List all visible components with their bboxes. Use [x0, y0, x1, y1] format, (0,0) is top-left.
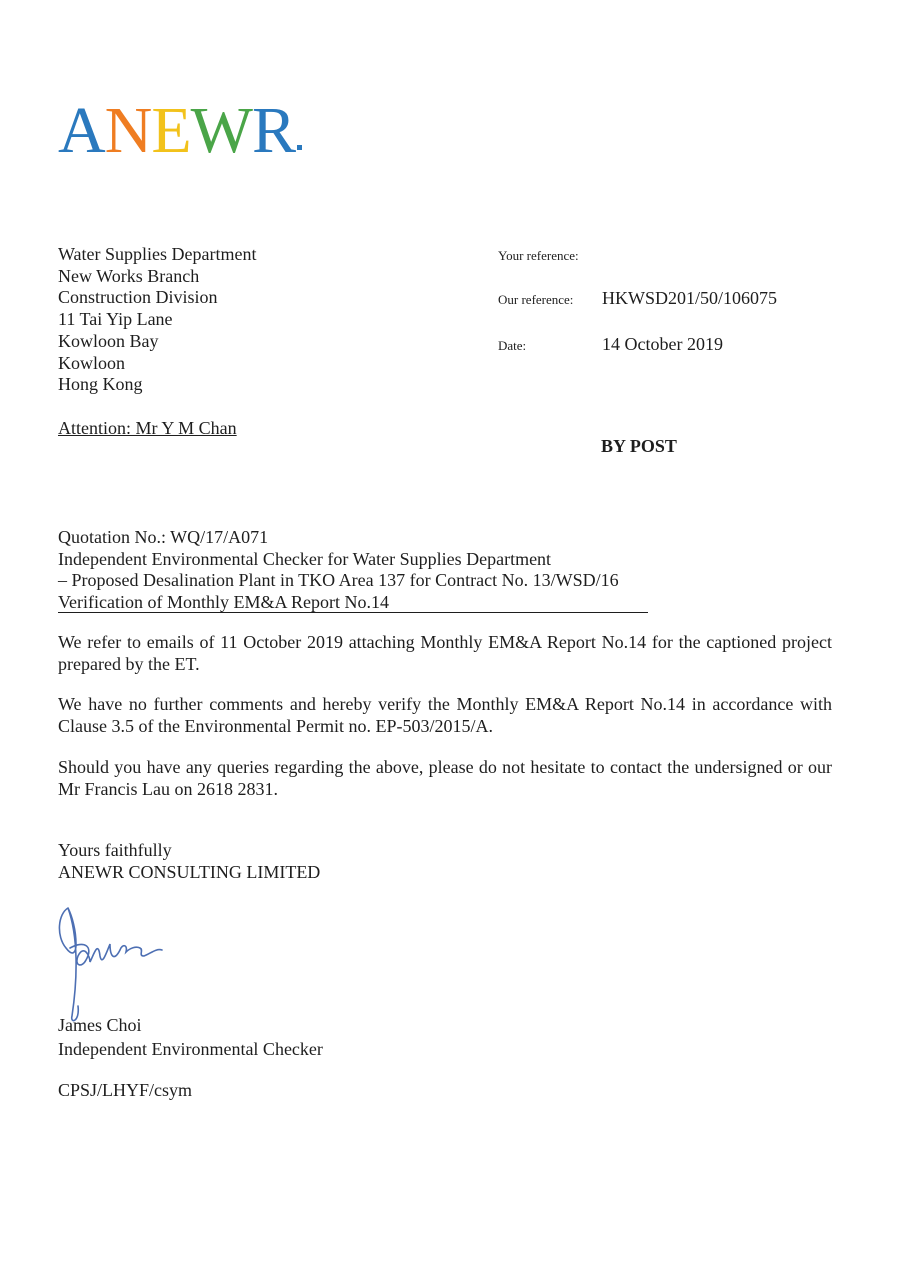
date-label: Date: — [498, 338, 527, 353]
address-line: Kowloon — [58, 352, 125, 373]
logo-letter-n: N — [104, 94, 152, 167]
reference-initials: CPSJ/LHYF/csym — [58, 1080, 193, 1100]
company-logo — [58, 96, 302, 166]
address-line: Water Supplies Department — [58, 244, 257, 264]
subject-line-1: Independent Environmental Checker for Water Supplies Department — [58, 548, 552, 569]
attention-line: Attention: Mr Y M Chan — [58, 418, 237, 438]
quotation-number: Quotation No.: WQ/17/A071 — [58, 527, 269, 547]
address-line: Hong Kong — [58, 374, 143, 395]
signer-name: James Choi — [58, 1015, 142, 1035]
subject-line-2: – Proposed Desalination Plant in TKO Area 137 for Contract No. 13/WSD/16 — [58, 570, 619, 590]
company-name: ANEWR CONSULTING LIMITED — [58, 862, 321, 882]
signer-title: Independent Environmental Checker — [58, 1039, 323, 1059]
address-line: Construction Division — [58, 287, 218, 308]
subject-block — [58, 527, 648, 613]
our-reference-value: HKWSD201/50/106075 — [602, 288, 777, 308]
address-line: New Works Branch — [58, 265, 200, 286]
logo-dot — [297, 145, 302, 150]
your-reference-label: Your reference: — [498, 248, 579, 263]
handwritten-signature — [50, 896, 190, 1024]
date-value: 14 October 2019 — [602, 334, 723, 354]
closing-block — [58, 839, 320, 883]
logo-letter-a: A — [58, 94, 105, 167]
body-paragraph-1: We refer to emails of 11 October 2019 attaching Monthly EM&A Report No.14 for the captioned project prepared by the ET. — [58, 632, 832, 674]
our-reference-label: Our reference: — [498, 292, 574, 307]
body-paragraph-2: We have no further comments and hereby verify the Monthly EM&A Report No.14 in accordance with Clause 3.5 of the Environmental Permit no. EP-503/2015/A. — [58, 694, 832, 736]
subject-line-3: Verification of Monthly EM&A Report No.14 — [58, 592, 648, 613]
logo-letter-r: R — [251, 94, 295, 167]
logo-letter-e: E — [151, 94, 191, 167]
logo-letter-w: W — [190, 94, 252, 167]
body-paragraph-3: Should you have any queries regarding the above, please do not hesitate to contact the undersigned or our Mr Francis Lau on 2618 2831. — [58, 757, 832, 799]
address-line: Kowloon Bay — [58, 330, 159, 351]
salutation: Yours faithfully — [58, 840, 172, 860]
delivery-method: BY POST — [601, 436, 677, 456]
signer-block — [58, 1013, 323, 1061]
recipient-address — [58, 244, 257, 396]
address-line: 11 Tai Yip Lane — [58, 309, 173, 330]
